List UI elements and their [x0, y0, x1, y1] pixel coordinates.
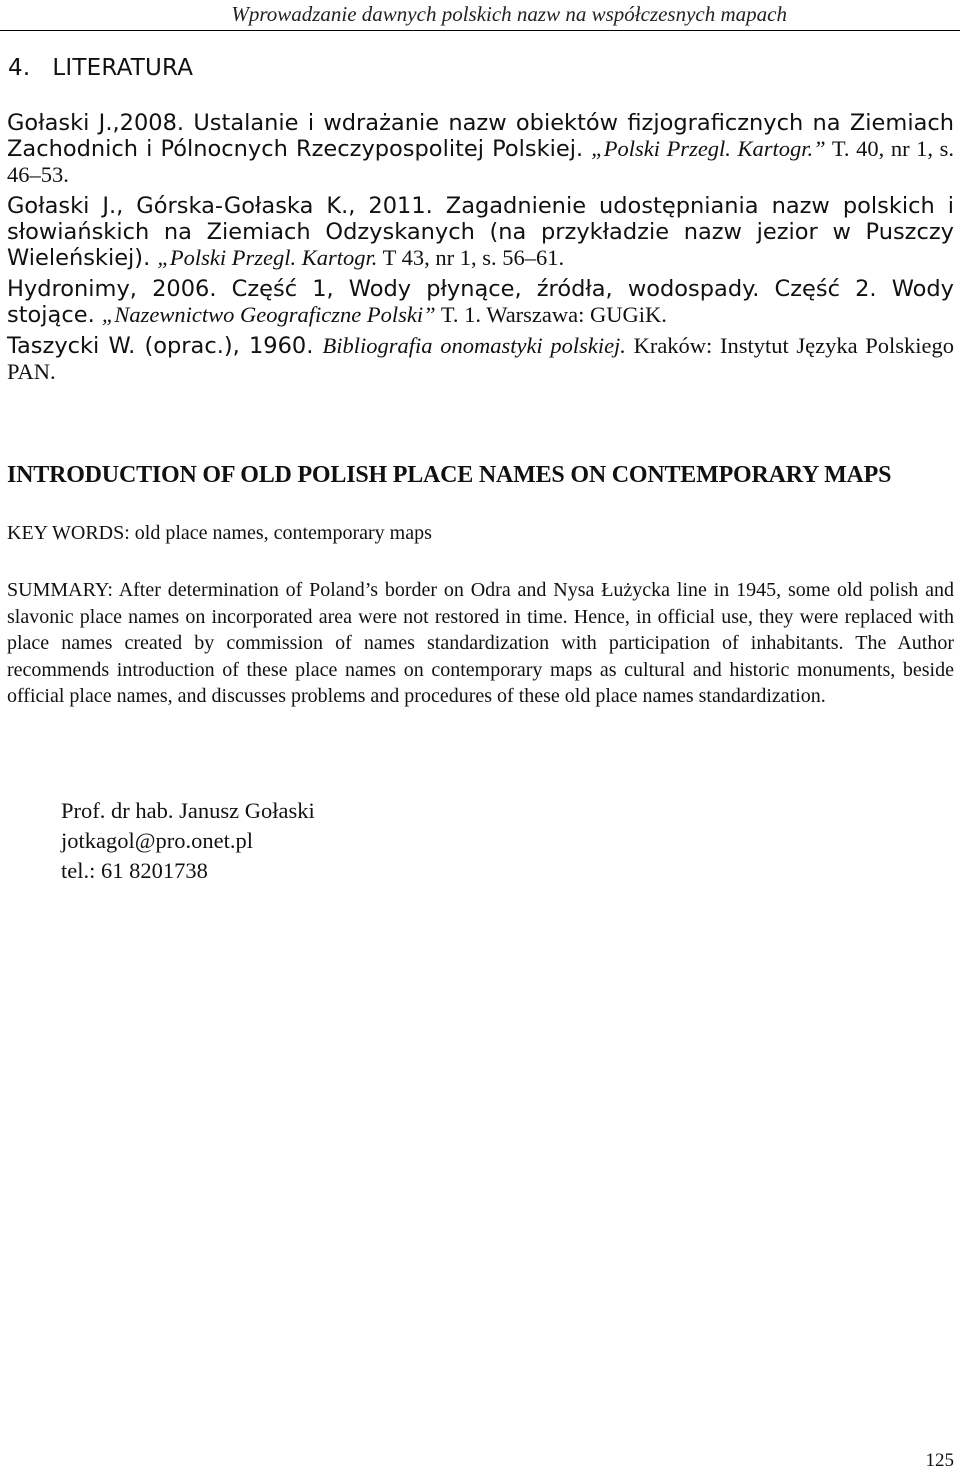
reference-item — [7, 276, 954, 328]
author-name: Prof. dr hab. Janusz Gołaski — [61, 798, 315, 823]
reference-journal: Bibliografia onomastyki polskiej. — [322, 333, 626, 358]
reference-list — [7, 110, 954, 390]
reference-details: T. 1. Warszawa: GUGiK. — [435, 302, 667, 327]
keywords: KEY WORDS: old place names, contemporary maps — [7, 522, 432, 544]
reference-text: Gołaski J., Górska-Gołaska K., 2011. Zagadnienie udostępniania nazw polskich i słowiańskich na Ziemiach Odzyskanych (na przykładzie nazw jezior w Puszczy Wieleńskiej). — [7, 193, 954, 271]
author-email: jotkagol@pro.onet.pl — [61, 828, 253, 853]
reference-text: Gołaski J.,2008. Ustalanie i wdrażanie nazw obiektów fizjograficznych na Ziemiach Zachodnich i Pólnocnych Rzeczypospolitej Polskiej. — [7, 110, 954, 162]
reference-journal: „Polski Przegl. Kartogr. — [157, 245, 378, 270]
reference-item — [7, 333, 954, 385]
section-heading — [8, 55, 193, 81]
author-phone: tel.: 61 8201738 — [61, 858, 208, 883]
reference-item — [7, 193, 954, 271]
reference-text: Taszycki W. (oprac.), 1960. — [7, 333, 323, 359]
reference-journal: „Polski Przegl. Kartogr.” — [591, 136, 826, 161]
reference-details: Kraków: Instytut Języka Polskiego PAN. — [7, 333, 954, 384]
section-number: 4. — [8, 55, 31, 81]
reference-journal: „Nazewnictwo Geograficzne Polski” — [101, 302, 436, 327]
summary: SUMMARY: After determination of Poland’s border on Odra and Nysa Łużycka line in 1945, some old polish and slavonic place names on incorporated area were not restored in time. Hence, in official use, they were replaced with place names created by commission of names standardization with participation of inhabitants. The Author recommends introduction of these place names on contemporary maps as cultural and historic monuments, beside official place names, and discusses problems and procedures of these old place names standardization. — [7, 579, 954, 707]
reference-details: T. 40, nr 1, s. 46–53. — [7, 136, 954, 187]
running-header — [0, 0, 960, 31]
reference-text: Hydronimy, 2006. Część 1, Wody płynące, źródła, wodospady. Część 2. Wody stojące. — [7, 276, 954, 328]
reference-item — [7, 110, 954, 188]
author-block — [61, 796, 315, 886]
reference-details: T 43, nr 1, s. 56–61. — [377, 245, 565, 270]
page-number: 125 — [925, 1450, 954, 1471]
english-title: INTRODUCTION OF OLD POLISH PLACE NAMES ON CONTEMPORARY MAPS — [7, 462, 892, 488]
running-title: Wprowadzanie dawnych polskich nazw na współczesnych mapach — [231, 2, 787, 26]
section-title: LITERATURA — [52, 55, 194, 81]
